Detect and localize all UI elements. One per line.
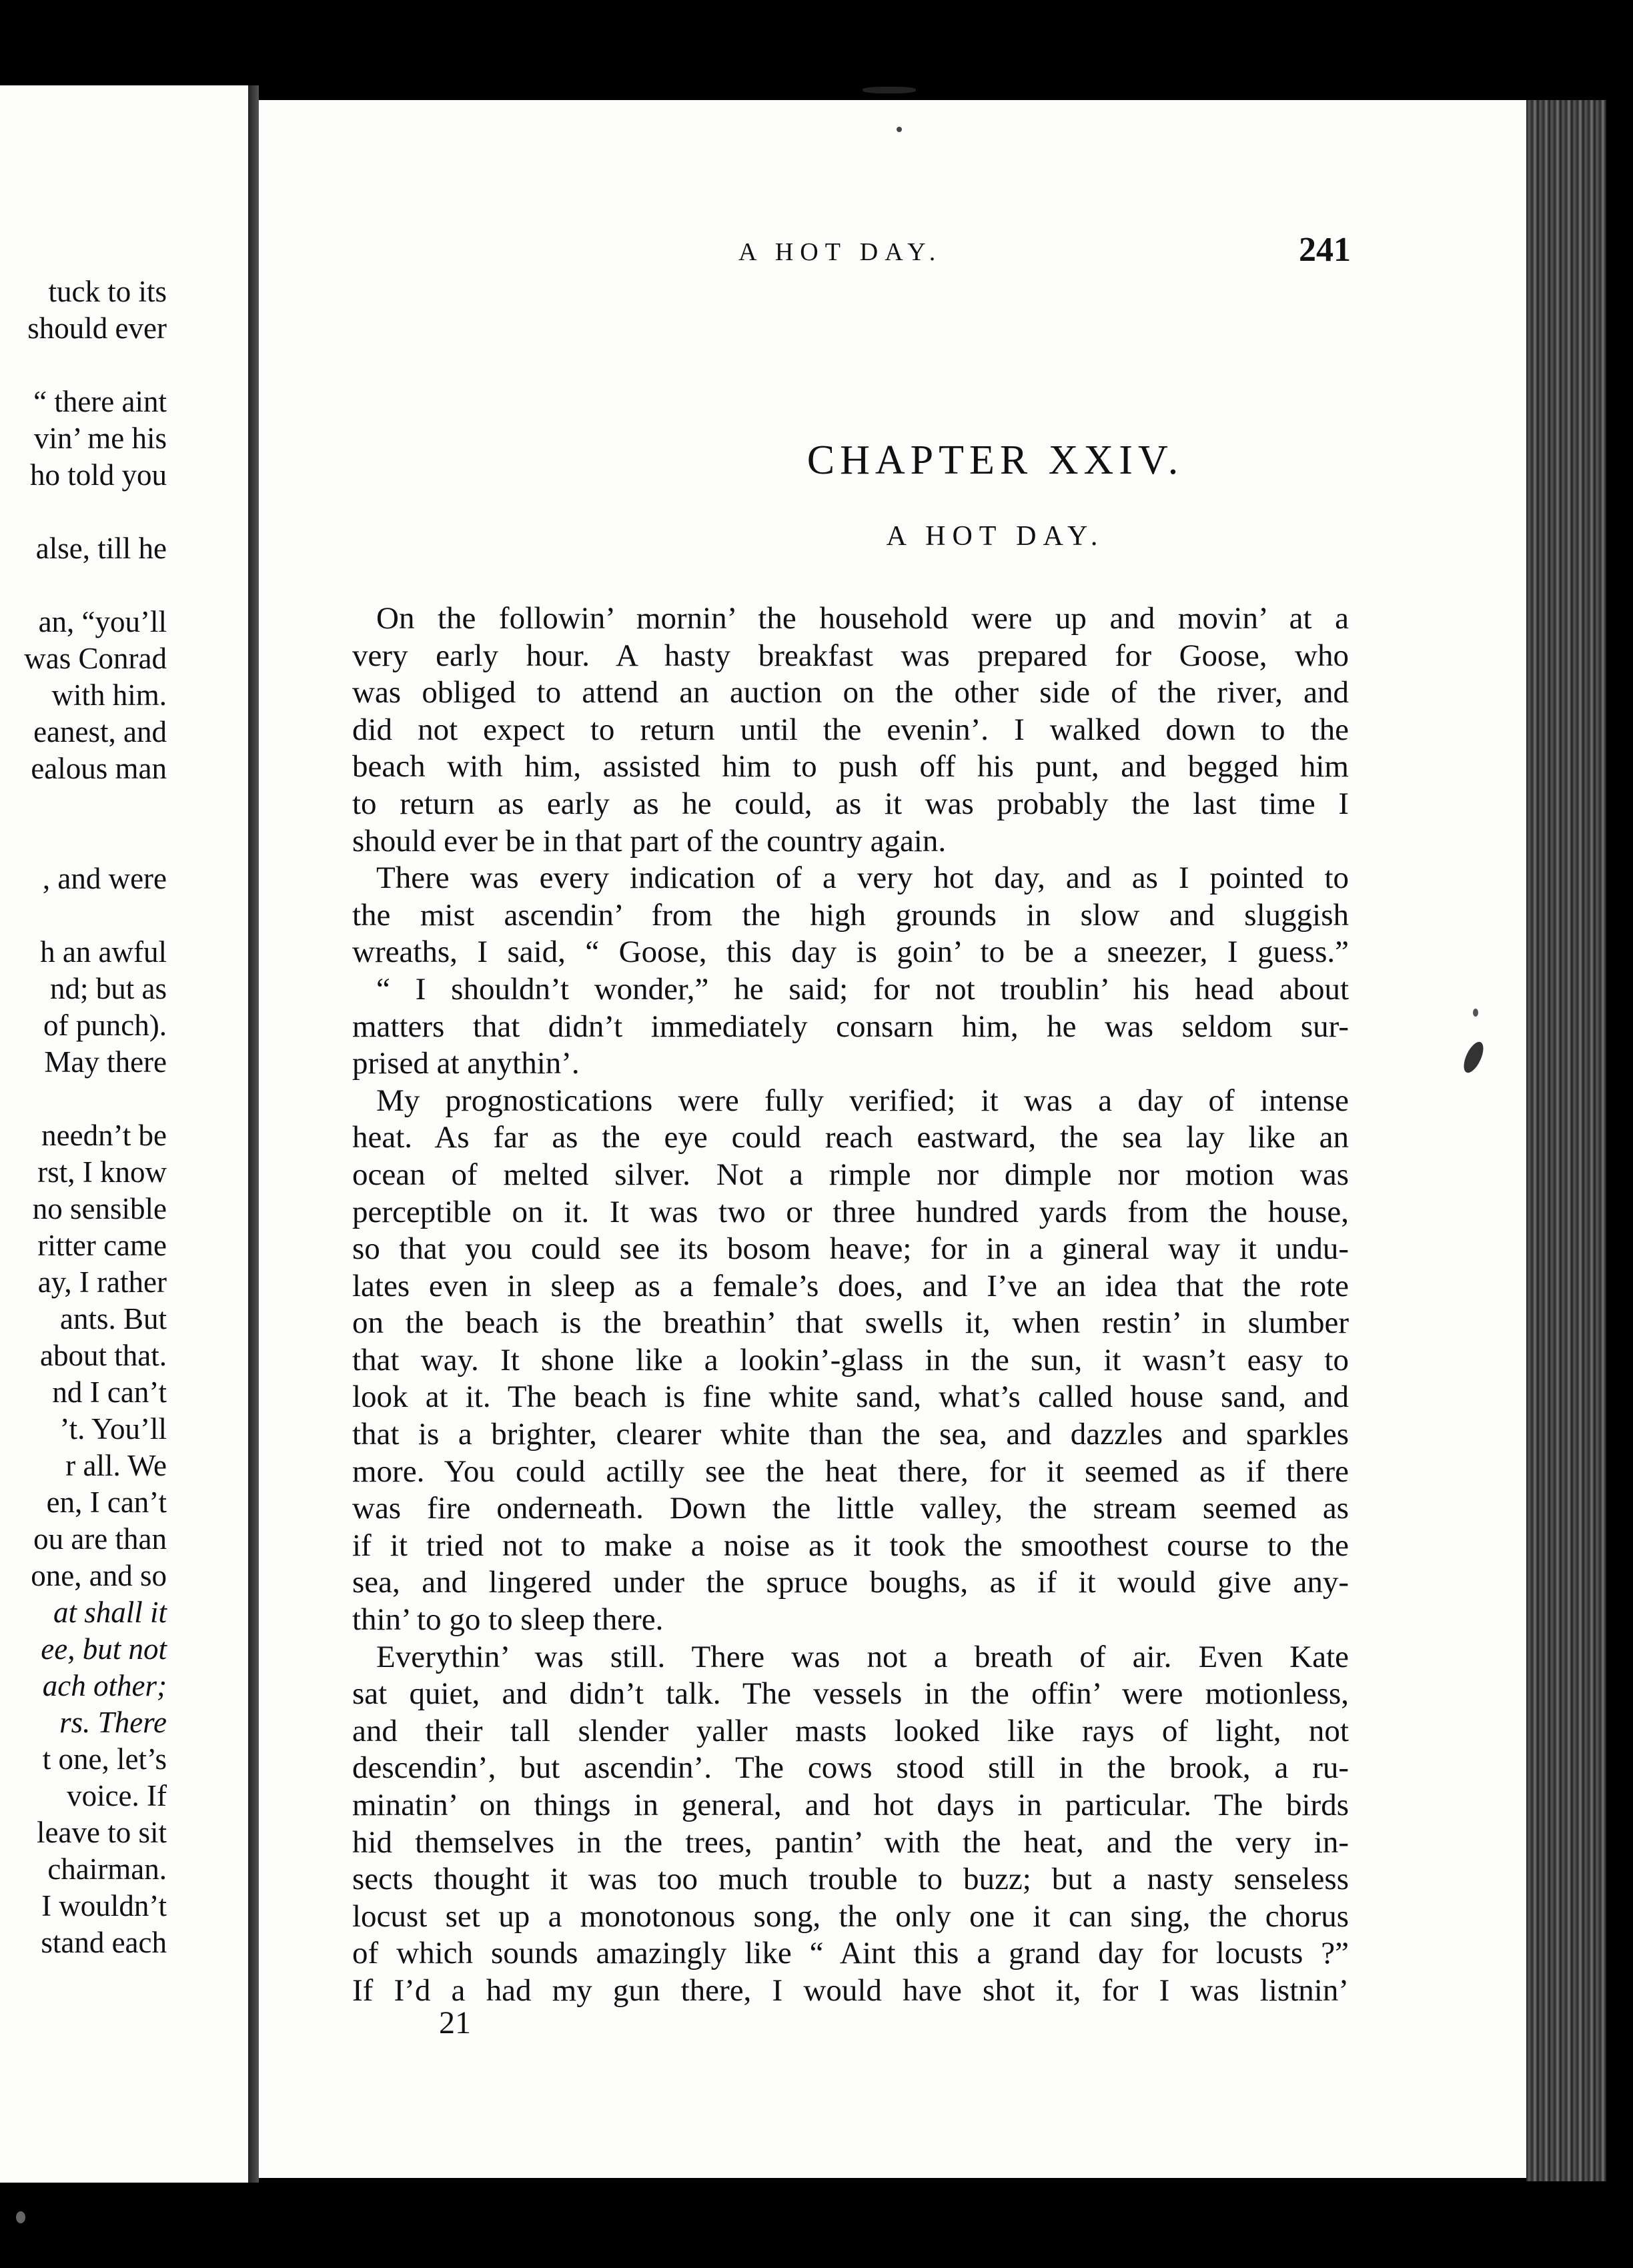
running-head: A HOT DAY.	[738, 238, 943, 266]
text-line: sat quiet, and didn’t talk. The vessels in the offin’ were motionless,	[352, 1676, 1349, 1712]
left-page-line: about that.	[40, 1339, 167, 1372]
left-page-line: vin’ me his	[33, 422, 167, 455]
text-line: My prognostications were fully verified; it was a day of intense	[376, 1083, 1349, 1118]
text-line: locust set up a monotonous song, the only one it can sing, the chorus	[352, 1898, 1349, 1934]
ink-speck	[863, 87, 916, 93]
text-line: was fire onderneath. Down the little valley, the stream seemed as	[352, 1491, 1349, 1526]
text-line: There was every indication of a very hot day, and as I pointed to	[376, 861, 1349, 896]
page-number: 241	[1299, 231, 1351, 269]
left-page-line: with him.	[51, 678, 167, 712]
text-line: if it tried not to make a noise as it took the smoothest course to the	[352, 1528, 1349, 1563]
text-line: the mist ascendin’ from the high grounds in slow and sluggish	[352, 897, 1349, 933]
left-page-line: an, “you’ll	[38, 605, 167, 638]
text-line: so that you could see its bosom heave; for in a gineral way it undu-	[352, 1231, 1349, 1267]
left-page-line: t one, let’s	[42, 1742, 167, 1776]
left-page-line: , and were	[42, 862, 167, 895]
left-page-line: ay, I rather	[37, 1265, 167, 1299]
ink-speck	[897, 127, 902, 132]
signature-mark: 21	[439, 2005, 471, 2041]
text-line: “ I shouldn’t wonder,” he said; for not troublin’ his head about	[376, 971, 1349, 1007]
left-page-line: voice. If	[67, 1779, 167, 1812]
text-line: beach with him, assisted him to push off his punt, and begged him	[352, 749, 1349, 784]
text-line: on the beach is the breathin’ that swells it, when restin’ in slumber	[352, 1305, 1349, 1341]
text-line: more. You could actilly see the heat there, for it seemed as if there	[352, 1454, 1349, 1489]
left-page-line: “ there aint	[33, 385, 167, 418]
left-page-line: tuck to its	[48, 275, 167, 308]
chapter-title: CHAPTER XXIV.	[806, 438, 1184, 483]
left-page-line: eanest, and	[33, 715, 167, 748]
left-page-line: alse, till he	[35, 532, 167, 565]
left-page-line: I wouldn’t	[41, 1889, 167, 1922]
text-line: minatin’ on things in general, and hot days in particular. The birds	[352, 1788, 1349, 1822]
text-line: perceptible on it. It was two or three hundred yards from the house,	[352, 1194, 1349, 1229]
left-page-line: ou are than	[33, 1522, 167, 1556]
text-line: On the followin’ mornin’ the household were up and movin’ at a	[376, 601, 1349, 636]
left-page-line: stand each	[41, 1926, 167, 1959]
body-text	[352, 600, 1349, 2010]
left-page-line: ’t. You’ll	[59, 1412, 167, 1446]
text-line: wreaths, I said, “ Goose, this day is goin’ to be a sneezer, I guess.”	[352, 935, 1349, 970]
left-page-line: needn’t be	[41, 1119, 167, 1152]
text-line: very early hour. A hasty breakfast was prepared for Goose, who	[352, 638, 1349, 673]
left-page-line: ach other;	[42, 1669, 167, 1702]
text-line: lates even in sleep as a female’s does, and I’ve an idea that the rote	[352, 1268, 1349, 1303]
text-line: to return as early as he could, as it was probably the last time I	[352, 786, 1349, 821]
text-line: that is a brighter, clearer white than the sea, and dazzles and sparkles	[352, 1417, 1349, 1452]
text-line: should ever be in that part of the country again.	[352, 823, 947, 859]
left-page-line: May there	[44, 1045, 167, 1079]
left-page-line: leave to sit	[37, 1816, 167, 1849]
left-page-line: ritter came	[37, 1229, 167, 1262]
ink-speck	[16, 2211, 25, 2223]
left-page-line: one, and so	[31, 1559, 167, 1592]
left-page-line: h an awful	[40, 935, 167, 969]
chapter-subtitle: A HOT DAY.	[886, 521, 1105, 552]
text-line: sea, and lingered under the spruce boughs, as if it would give any-	[352, 1565, 1349, 1600]
text-line: matters that didn’t immediately consarn him, he was seldom sur-	[352, 1009, 1349, 1044]
text-line: did not expect to return until the evenin’. I walked down to the	[352, 712, 1349, 747]
left-page-line: r all. We	[65, 1449, 167, 1482]
text-line: that way. It shone like a lookin’-glass in the sun, it wasn’t easy to	[352, 1342, 1349, 1377]
left-page-line: no sensible	[32, 1192, 167, 1225]
left-page-line: ee, but not	[41, 1632, 167, 1666]
left-page-line: rs. There	[59, 1706, 167, 1739]
text-line: sects thought it was too much trouble to buzz; but a nasty senseless	[352, 1862, 1349, 1897]
text-line: look at it. The beach is fine white sand, what’s called house sand, and	[352, 1379, 1349, 1415]
book-gutter	[248, 85, 259, 2183]
text-line: prised at anythin’.	[352, 1046, 580, 1081]
left-page-line: chairman.	[47, 1852, 167, 1886]
left-page-line: should ever	[27, 312, 167, 345]
left-page-line: was Conrad	[24, 642, 167, 675]
text-line: descendin’, but ascendin’. The cows stood still in the brook, a ru-	[352, 1750, 1349, 1786]
left-page-line: rst, I know	[37, 1155, 167, 1189]
text-line: Everythin’ was still. There was not a breath of air. Even Kate	[376, 1639, 1349, 1674]
left-page-line: en, I can’t	[46, 1486, 167, 1519]
left-page-line: nd; but as	[50, 972, 167, 1005]
text-line: If I’d a had my gun there, I would have shot it, for I was listnin’	[352, 1972, 1349, 2008]
left-page-line: of punch).	[43, 1009, 167, 1042]
text-line: hid themselves in the trees, pantin’ with the heat, and the very in-	[352, 1824, 1349, 1860]
ink-speck	[1473, 1009, 1478, 1017]
text-line: was obliged to attend an auction on the other side of the river, and	[352, 675, 1349, 710]
text-line: ocean of melted silver. Not a rimple nor dimple nor motion was	[352, 1157, 1349, 1192]
page-edge	[1526, 100, 1606, 2181]
text-line: and their tall slender yaller masts looked like rays of light, not	[352, 1713, 1349, 1748]
left-page-line: ho told you	[29, 458, 167, 492]
left-page-line: at shall it	[53, 1596, 167, 1629]
text-line: thin’ to go to sleep there.	[352, 1602, 664, 1638]
left-page-line: ants. But	[59, 1302, 167, 1335]
text-line: of which sounds amazingly like “ Aint this a grand day for locusts ?”	[352, 1936, 1349, 1971]
left-page	[0, 85, 248, 2183]
left-page-line: ealous man	[31, 752, 167, 785]
text-line: heat. As far as the eye could reach eastward, the sea lay like an	[352, 1120, 1349, 1155]
left-page-line: nd I can’t	[52, 1375, 167, 1409]
